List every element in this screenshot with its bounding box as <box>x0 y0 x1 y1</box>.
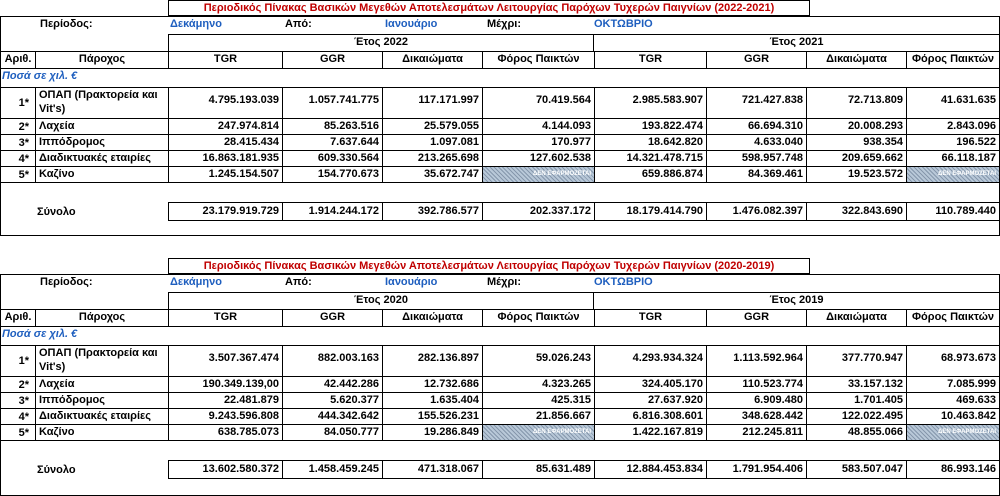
row-number: 4* <box>0 150 36 167</box>
value-cell: 444.342.642 <box>282 408 383 425</box>
from-label: Από: <box>285 276 312 288</box>
value-cell: 66.118.187 <box>906 150 1000 167</box>
value-cell: 609.330.564 <box>282 150 383 167</box>
to-label: Μέχρι: <box>487 276 521 288</box>
value-cell: 1.113.592.964 <box>706 345 807 377</box>
year-header: Έτος 2022 <box>168 34 594 52</box>
table-title: Περιοδικός Πίνακας Βασικών Μεγεθών Αποτελεσμάτων Λειτουργίας Παρόχων Τυχερών Παιγνίων (2020-2019) <box>168 258 810 274</box>
column-header: Δικαιώματα <box>806 309 907 327</box>
value-cell: 2.843.096 <box>906 118 1000 135</box>
year-header: Έτος 2020 <box>168 292 594 310</box>
total-cell: 12.884.453.834 <box>594 460 707 479</box>
total-cell: 85.631.489 <box>482 460 595 479</box>
to-value[interactable]: ΟΚΤΩΒΡΙΟ <box>594 276 653 288</box>
value-cell: 2.985.583.907 <box>594 87 707 119</box>
year-header: Έτος 2019 <box>593 292 1000 310</box>
provider-name-line: Διαδικτυακές εταιρίες <box>39 152 151 164</box>
period-label: Περίοδος: <box>40 276 93 288</box>
value-cell: 70.419.564 <box>482 87 595 119</box>
total-cell: 471.318.067 <box>382 460 483 479</box>
to-label: Μέχρι: <box>487 18 521 30</box>
value-cell: 3.507.367.474 <box>168 345 283 377</box>
total-cell: 1.914.244.172 <box>282 202 383 221</box>
value-cell: 1.057.741.775 <box>282 87 383 119</box>
value-cell: 35.672.747 <box>382 166 483 183</box>
provider-name-line: Λαχεία <box>39 120 75 132</box>
report-table-2020-2019 <box>0 258 1000 496</box>
value-cell: 41.631.635 <box>906 87 1000 119</box>
column-header: Δικαιώματα <box>382 309 483 327</box>
from-value[interactable]: Ιανουάριο <box>385 18 438 30</box>
total-cell: 1.791.954.406 <box>706 460 807 479</box>
amounts-note: Ποσά σε χιλ. € <box>2 328 78 340</box>
not-applicable-cell: ΔΕΝ ΕΦΑΡΜΟΖΕΤΑΙ <box>906 166 1000 183</box>
value-cell: 425.315 <box>482 392 595 409</box>
column-header: GGR <box>706 309 807 327</box>
column-header: Δικαιώματα <box>806 51 907 69</box>
provider-name-line: Καζίνο <box>39 168 75 180</box>
value-cell: 12.732.686 <box>382 376 483 393</box>
total-cell: 583.507.047 <box>806 460 907 479</box>
row-number: 1* <box>0 87 36 119</box>
total-cell: 23.179.919.729 <box>168 202 283 221</box>
value-cell: 469.633 <box>906 392 1000 409</box>
not-applicable-cell: ΔΕΝ ΕΦΑΡΜΟΖΕΤΑΙ <box>906 424 1000 441</box>
value-cell: 19.523.572 <box>806 166 907 183</box>
total-label: Σύνολο <box>37 464 76 476</box>
value-cell: 18.642.820 <box>594 134 707 151</box>
value-cell: 48.855.066 <box>806 424 907 441</box>
report-table-2022-2021 <box>0 0 1000 236</box>
total-cell: 86.993.146 <box>906 460 1000 479</box>
value-cell: 4.795.193.039 <box>168 87 283 119</box>
value-cell: 212.245.811 <box>706 424 807 441</box>
column-header: Δικαιώματα <box>382 51 483 69</box>
total-label: Σύνολο <box>37 206 76 218</box>
column-header: Φόρος Παικτών <box>482 51 595 69</box>
provider-name-line: Vit's) <box>39 103 66 115</box>
column-header-number: Αριθ. <box>0 51 36 69</box>
total-cell: 322.843.690 <box>806 202 907 221</box>
not-applicable-cell: ΔΕΝ ΕΦΑΡΜΟΖΕΤΑΙ <box>482 424 595 441</box>
provider-name-line: Καζίνο <box>39 426 75 438</box>
value-cell: 377.770.947 <box>806 345 907 377</box>
value-cell: 22.481.879 <box>168 392 283 409</box>
provider-name-line: Διαδικτυακές εταιρίες <box>39 410 151 422</box>
value-cell: 4.633.040 <box>706 134 807 151</box>
total-cell: 1.476.082.397 <box>706 202 807 221</box>
value-cell: 20.008.293 <box>806 118 907 135</box>
value-cell: 28.415.434 <box>168 134 283 151</box>
value-cell: 7.637.644 <box>282 134 383 151</box>
amounts-note: Ποσά σε χιλ. € <box>2 70 78 82</box>
value-cell: 659.886.874 <box>594 166 707 183</box>
value-cell: 1.701.405 <box>806 392 907 409</box>
provider-name-line: Vit's) <box>39 361 66 373</box>
value-cell: 84.369.461 <box>706 166 807 183</box>
column-header: GGR <box>282 309 383 327</box>
value-cell: 27.637.920 <box>594 392 707 409</box>
column-header: TGR <box>594 51 707 69</box>
value-cell: 882.003.163 <box>282 345 383 377</box>
column-header: Φόρος Παικτών <box>906 309 1000 327</box>
value-cell: 1.097.081 <box>382 134 483 151</box>
provider-name-line: Ιππόδρομος <box>39 136 105 148</box>
total-cell: 13.602.580.372 <box>168 460 283 479</box>
table-frame <box>0 274 1000 496</box>
row-number: 2* <box>0 118 36 135</box>
value-cell: 85.263.516 <box>282 118 383 135</box>
value-cell: 25.579.055 <box>382 118 483 135</box>
value-cell: 16.863.181.935 <box>168 150 283 167</box>
value-cell: 1.422.167.819 <box>594 424 707 441</box>
value-cell: 7.085.999 <box>906 376 1000 393</box>
row-number: 1* <box>0 345 36 377</box>
value-cell: 155.526.231 <box>382 408 483 425</box>
not-applicable-cell: ΔΕΝ ΕΦΑΡΜΟΖΕΤΑΙ <box>482 166 595 183</box>
value-cell: 19.286.849 <box>382 424 483 441</box>
value-cell: 324.405.170 <box>594 376 707 393</box>
from-value[interactable]: Ιανουάριο <box>385 276 438 288</box>
value-cell: 193.822.474 <box>594 118 707 135</box>
total-cell: 110.789.440 <box>906 202 1000 221</box>
value-cell: 4.323.265 <box>482 376 595 393</box>
column-header-provider: Πάροχος <box>35 51 169 69</box>
value-cell: 4.293.934.324 <box>594 345 707 377</box>
provider-name-line: Ιππόδρομος <box>39 394 105 406</box>
total-cell: 202.337.172 <box>482 202 595 221</box>
value-cell: 154.770.673 <box>282 166 383 183</box>
value-cell: 209.659.662 <box>806 150 907 167</box>
row-number: 5* <box>0 166 36 183</box>
provider-name-line: Λαχεία <box>39 378 75 390</box>
value-cell: 196.522 <box>906 134 1000 151</box>
value-cell: 4.144.093 <box>482 118 595 135</box>
total-cell: 18.179.414.790 <box>594 202 707 221</box>
value-cell: 59.026.243 <box>482 345 595 377</box>
value-cell: 5.620.377 <box>282 392 383 409</box>
value-cell: 213.265.698 <box>382 150 483 167</box>
value-cell: 68.973.673 <box>906 345 1000 377</box>
column-header: TGR <box>168 51 283 69</box>
value-cell: 42.442.286 <box>282 376 383 393</box>
column-header-number: Αριθ. <box>0 309 36 327</box>
value-cell: 190.349.139,00 <box>168 376 283 393</box>
period-value[interactable]: Δεκάμηνο <box>170 18 222 30</box>
table-title: Περιοδικός Πίνακας Βασικών Μεγεθών Αποτελεσμάτων Λειτουργίας Παρόχων Τυχερών Παιγνίων (2022-2021) <box>168 0 810 16</box>
to-value[interactable]: ΟΚΤΩΒΡΙΟ <box>594 18 653 30</box>
value-cell: 110.523.774 <box>706 376 807 393</box>
value-cell: 33.157.132 <box>806 376 907 393</box>
value-cell: 9.243.596.808 <box>168 408 283 425</box>
row-number: 4* <box>0 408 36 425</box>
value-cell: 6.816.308.601 <box>594 408 707 425</box>
column-header: Φόρος Παικτών <box>482 309 595 327</box>
value-cell: 1.245.154.507 <box>168 166 283 183</box>
row-number: 3* <box>0 392 36 409</box>
row-number: 3* <box>0 134 36 151</box>
column-header: Φόρος Παικτών <box>906 51 1000 69</box>
column-header: GGR <box>706 51 807 69</box>
table-frame <box>0 16 1000 236</box>
column-header: TGR <box>168 309 283 327</box>
value-cell: 247.974.814 <box>168 118 283 135</box>
total-cell: 1.458.459.245 <box>282 460 383 479</box>
value-cell: 66.694.310 <box>706 118 807 135</box>
total-cell: 392.786.577 <box>382 202 483 221</box>
column-header: TGR <box>594 309 707 327</box>
column-header-provider: Πάροχος <box>35 309 169 327</box>
value-cell: 21.856.667 <box>482 408 595 425</box>
value-cell: 638.785.073 <box>168 424 283 441</box>
provider-name-line: ΟΠΑΠ (Πρακτορεία και <box>39 347 158 359</box>
value-cell: 72.713.809 <box>806 87 907 119</box>
value-cell: 282.136.897 <box>382 345 483 377</box>
period-value[interactable]: Δεκάμηνο <box>170 276 222 288</box>
value-cell: 1.635.404 <box>382 392 483 409</box>
value-cell: 127.602.538 <box>482 150 595 167</box>
row-number: 5* <box>0 424 36 441</box>
provider-name-line: ΟΠΑΠ (Πρακτορεία και <box>39 89 158 101</box>
value-cell: 721.427.838 <box>706 87 807 119</box>
value-cell: 938.354 <box>806 134 907 151</box>
column-header: GGR <box>282 51 383 69</box>
value-cell: 117.171.997 <box>382 87 483 119</box>
value-cell: 14.321.478.715 <box>594 150 707 167</box>
value-cell: 10.463.842 <box>906 408 1000 425</box>
row-number: 2* <box>0 376 36 393</box>
from-label: Από: <box>285 18 312 30</box>
period-label: Περίοδος: <box>40 18 93 30</box>
value-cell: 348.628.442 <box>706 408 807 425</box>
value-cell: 84.050.777 <box>282 424 383 441</box>
year-header: Έτος 2021 <box>593 34 1000 52</box>
value-cell: 598.957.748 <box>706 150 807 167</box>
value-cell: 122.022.495 <box>806 408 907 425</box>
value-cell: 170.977 <box>482 134 595 151</box>
value-cell: 6.909.480 <box>706 392 807 409</box>
